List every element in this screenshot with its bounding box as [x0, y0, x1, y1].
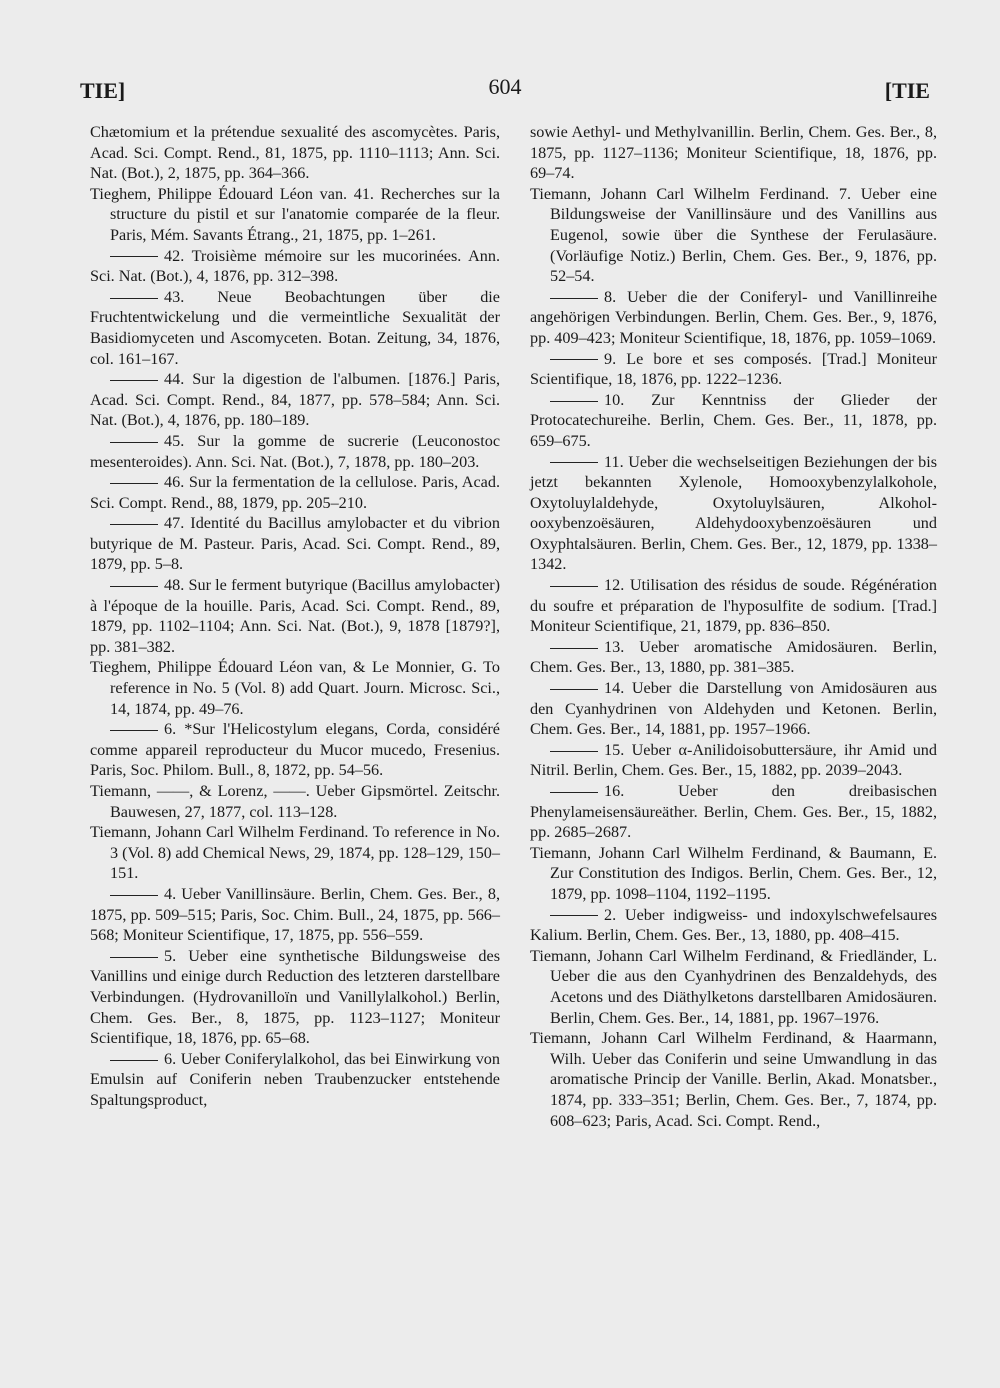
ditto-rule [110, 1060, 158, 1061]
bibliography-entry: 12. Utilisation des résidus de soude. Régénération du soufre et préparation de l'hyposulfite de sodium. [Trad.] Moniteur Scientifique, 21, 1879, pp. 836–850. [530, 576, 937, 636]
bibliography-entry: Tieghem, Philippe Édouard Léon van. 41. Recherches sur la structure du pistil et sur l'anatomie comparée de la fleur. Paris, Mém. Savants Étrang., 21, 1875, pp. 1–261. [90, 184, 500, 244]
bibliography-entry: 4. Ueber Vanillinsäure. Berlin, Chem. Ges. Ber., 8, 1875, pp. 509–515; Paris, Soc. Chim. Bull., 24, 1875, pp. 566–568; Moniteur Scientifique, 17, 1875, pp. 556–559. [90, 884, 500, 945]
bibliography-entry: 5. Ueber eine synthetische Bildungsweise des Vanillins und einige durch Reduction des letzteren darstellbare Verbindungen. (Hydrovanilloïn und Vanillylalkohol.) Berlin, Chem. Ges. Ber., 8, 1875, pp. 1123–1127; Moniteur Scientifique, 18, 1876, pp. 65–68. [90, 946, 500, 1048]
page-number: 604 [488, 74, 522, 99]
bibliography-entry: 6. *Sur l'Helicostylum elegans, Corda, considéré comme appareil reproducteur du Mucor mucedo, Fresenius. Paris, Soc. Philom. Bull., 8, 1872, pp. 54–56. [90, 720, 500, 780]
bibliography-entry: Tiemann, Johann Carl Wilhelm Ferdinand, & Friedländer, L. Ueber die aus den Cyanhydrinen des Benzaldehyds, des Acetons und des Diäthylketons darstellbaren Amidosäuren. Berlin, Chem. Ges. Ber., 14, 1881, pp. 1967–1976. [530, 946, 937, 1027]
ditto-rule [110, 895, 158, 896]
bibliography-entry: 14. Ueber die Darstellung von Amidosäuren aus den Cyanhydrinen von Aldehyden und Ketonen. Berlin, Chem. Ges. Ber., 14, 1881, pp. 1957–1966. [530, 679, 937, 739]
bibliography-entry: 6. Ueber Coniferylalkohol, das bei Einwirkung von Emulsin auf Coniferin neben Traubenzucker entstehende Spaltungsproduct, [90, 1049, 500, 1109]
ditto-rule [110, 442, 158, 443]
bibliography-entry: 9. Le bore et ses composés. [Trad.] Moniteur Scientifique, 18, 1876, pp. 1222–1236. [530, 349, 937, 389]
bibliography-entry: 10. Zur Kenntniss der Glieder der Protocatechureihe. Berlin, Chem. Ges. Ber., 11, 1878, pp. 659–675. [530, 390, 937, 450]
bibliography-entry: 48. Sur le ferment butyrique (Bacillus amylobacter) à l'époque de la houille. Paris, Acad. Sci. Compt. Rend., 89, 1879, pp. 1102–1104; Ann. Sci. Nat. (Bot.), 9, 1878 [1879?], pp. 381–382. [90, 576, 500, 656]
bibliography-entry: Tieghem, Philippe Édouard Léon van, & Le Monnier, G. To reference in No. 5 (Vol. 8) add Quart. Journ. Microsc. Sci., 14, 1874, pp. 49–76. [90, 658, 500, 718]
bibliography-entry: 11. Ueber die wechselseitigen Beziehungen der bis jetzt bekannten Xylenole, Homooxybenzylalkohole, Oxytoluylaldehyde, Oxytoluylsäuren, Alkoholooxybenzoësäuren, Aldehydooxybenzoësäuren und Oxyphtalsäuren. Berlin, Chem. Ges. Ber., 12, 1879, pp. 1338–1342. [530, 452, 937, 574]
bibliography-entry: 8. Ueber die der Coniferyl- und Vanillinreihe angehörigen Verbindungen. Berlin, Chem. Ges. Ber., 9, 1876, pp. 409–423; Moniteur Scientifique, 18, 1876, pp. 1059–1069. [530, 287, 937, 347]
bibliography-entry: 43. Neue Beobachtungen über die Fruchtentwickelung und die vermeintliche Sexualität der Basidiomyceten und Ascomyceten. Botan. Zeitung, 34, 1876, col. 161–167. [90, 287, 500, 368]
ditto-rule [110, 380, 158, 381]
ditto-rule [550, 751, 598, 752]
ditto-rule [110, 586, 158, 587]
bibliography-entry: Tiemann, Johann Carl Wilhelm Ferdinand. 7. Ueber eine Bildungsweise der Vanillinsäure und des Vanillins aus Eugenol, sowie über die Synthese der Ferulasäure. (Vorläufige Notiz.) Berlin, Chem. Ges. Ber., 9, 1876, pp. 52–54. [530, 184, 937, 286]
bibliography-entry: sowie Aethyl- und Methylvanillin. Berlin, Chem. Ges. Ber., 8, 1875, pp. 1127–1136; Moniteur Scientifique, 18, 1876, pp. 69–74. [530, 123, 937, 183]
header-left-keyword: TIE] [80, 78, 126, 103]
ditto-rule [110, 524, 158, 525]
bibliography-entry: 45. Sur la gomme de sucrerie (Leuconostoc mesenteroides). Ann. Sci. Nat. (Bot.), 7, 1878, pp. 180–203. [90, 431, 500, 471]
bibliography-entry: 13. Ueber aromatische Amidosäuren. Berlin, Chem. Ges. Ber., 13, 1880, pp. 381–385. [530, 637, 937, 677]
ditto-rule [550, 462, 598, 463]
bibliography-entry: 15. Ueber α-Anilidoisobuttersäure, ihr Amid und Nitril. Berlin, Chem. Ges. Ber., 15, 1882, pp. 2039–2043. [530, 740, 937, 780]
ditto-rule [550, 689, 598, 690]
ditto-rule [550, 915, 598, 916]
ditto-rule [110, 730, 158, 731]
ditto-rule [550, 359, 598, 360]
bibliography-entry: 42. Troisième mémoire sur les mucorinées. Ann. Sci. Nat. (Bot.), 4, 1876, pp. 312–398. [90, 246, 500, 286]
running-header [80, 74, 930, 108]
bibliography-entry: 2. Ueber indigweiss- und indoxylschwefelsaures Kalium. Berlin, Chem. Ges. Ber., 13, 1880, pp. 408–415. [530, 905, 937, 945]
ditto-rule [550, 648, 598, 649]
ditto-rule [550, 401, 598, 402]
bibliography-entry: 16. Ueber den dreibasischen Phenylameisensäureäther. Berlin, Chem. Ges. Ber., 15, 1882, pp. 2685–2687. [530, 782, 937, 842]
header-right-keyword: [TIE [884, 78, 930, 103]
bibliography-entry: Tiemann, Johann Carl Wilhelm Ferdinand, & Baumann, E. Zur Constitution des Indigos. Berlin, Chem. Ges. Ber., 12, 1879, pp. 1098–1104, 1192–1195. [530, 843, 937, 903]
ditto-rule [110, 256, 158, 257]
bibliography-entry: 47. Identité du Bacillus amylobacter et du vibrion butyrique de M. Pasteur. Paris, Acad. Sci. Compt. Rend., 89, 1879, pp. 5–8. [90, 514, 500, 574]
bibliography-entry: 46. Sur la fermentation de la cellulose. Paris, Acad. Sci. Compt. Rend., 88, 1879, pp. 205–210. [90, 473, 500, 512]
right-column [530, 122, 937, 1131]
bibliography-entry: Tiemann, Johann Carl Wilhelm Ferdinand. To reference in No. 3 (Vol. 8) add Chemical News, 29, 1874, pp. 128–129, 150–151. [90, 823, 500, 883]
bibliography-entry: Tiemann, ——, & Lorenz, ——. Ueber Gipsmörtel. Zeitschr. Bauwesen, 27, 1877, col. 113–128. [90, 782, 500, 821]
ditto-rule [550, 586, 598, 587]
ditto-rule [550, 792, 598, 793]
ditto-rule [550, 298, 598, 299]
bibliography-entry: Tiemann, Johann Carl Wilhelm Ferdinand, & Haarmann, Wilh. Ueber das Coniferin und seine Umwandlung in das aromatische Princip der Vanille. Berlin, Akad. Monatsber., 1874, pp. 333–351; Berlin, Chem. Ges. Ber., 7, 1874, pp. 608–623; Paris, Acad. Sci. Compt. Rend., [530, 1029, 937, 1130]
ditto-rule [110, 483, 158, 484]
bibliography-entry: Chætomium et la prétendue sexualité des ascomycètes. Paris, Acad. Sci. Compt. Rend., 81, 1875, pp. 1110–1113; Ann. Sci. Nat. (Bot.), 2, 1875, pp. 364–366. [90, 123, 500, 183]
bibliography-entry: 44. Sur la digestion de l'albumen. [1876.] Paris, Acad. Sci. Compt. Rend., 84, 1877, pp. 578–584; Ann. Sci. Nat. (Bot.), 4, 1876, pp. 180–189. [90, 370, 500, 430]
ditto-rule [110, 957, 158, 958]
left-column [90, 122, 500, 1111]
ditto-rule [110, 298, 158, 299]
